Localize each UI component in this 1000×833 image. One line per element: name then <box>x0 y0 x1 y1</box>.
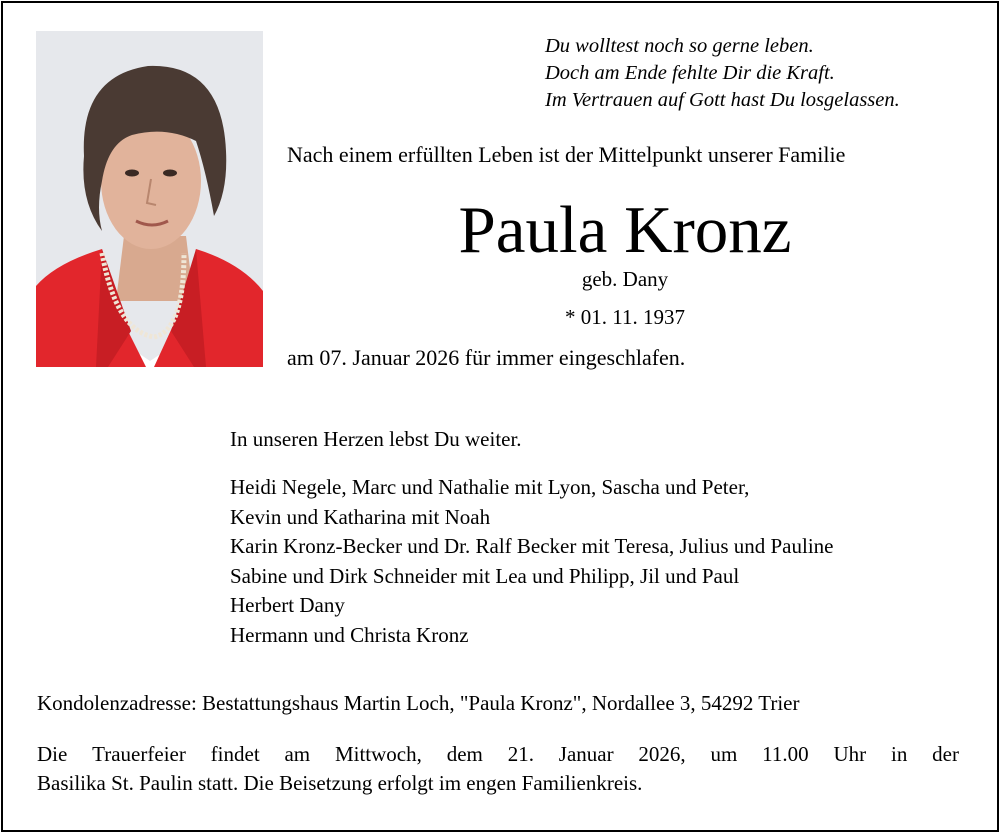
service-word: Mittwoch, <box>334 742 422 766</box>
service-word: 21. <box>507 742 534 766</box>
maiden-name: geb. Dany <box>581 267 669 291</box>
service-word: Die <box>37 742 68 766</box>
service-word: Trauerfeier <box>92 742 186 766</box>
service-word: 2026, <box>638 742 686 766</box>
service-word: um <box>710 742 738 766</box>
service-word: findet <box>210 742 260 766</box>
verse-line: Im Vertrauen auf Gott hast Du losgelassen. <box>545 89 900 111</box>
intro-text: Nach einem erfüllten Leben ist der Mittelpunkt unserer Familie <box>287 142 846 167</box>
mourner-line: Kevin und Katharina mit Noah <box>230 504 491 529</box>
service-word: in <box>890 742 908 766</box>
service-word: 11.00 <box>762 742 809 766</box>
service-word: Uhr <box>833 742 867 766</box>
service-word: dem <box>446 742 483 766</box>
death-statement: am 07. Januar 2026 für immer eingeschlafen. <box>287 345 686 370</box>
birth-date: * 01. 11. 1937 <box>565 305 685 329</box>
portrait-photo <box>36 31 263 367</box>
mourner-line: Sabine und Dirk Schneider mit Lea und Philipp, Jil und Paul <box>230 563 740 588</box>
service-notice <box>37 740 959 798</box>
mourners-list <box>230 473 833 650</box>
mourner-line: Heidi Negele, Marc und Nathalie mit Lyon, Sascha und Peter, <box>230 475 750 499</box>
memorial-motto: In unseren Herzen lebst Du weiter. <box>230 427 522 451</box>
condolence-address: Kondolenzadresse: Bestattungshaus Martin Loch, "Paula Kronz", Nordallee 3, 54292 Trier <box>37 691 800 715</box>
deceased-name: Paula Kronz <box>458 193 792 267</box>
verse-line: Doch am Ende fehlte Dir die Kraft. <box>545 62 835 84</box>
mourner-line: Herbert Dany <box>230 593 345 617</box>
mourner-line: Karin Kronz-Becker und Dr. Ralf Becker mit Teresa, Julius und Pauline <box>230 534 834 558</box>
mourner-line: Hermann und Christa Kronz <box>230 622 469 647</box>
service-word: am <box>284 742 311 766</box>
memorial-verse <box>545 33 900 114</box>
service-word: Januar <box>558 742 614 766</box>
service-word: der <box>932 742 959 766</box>
service-line: Basilika St. Paulin statt. Die Beisetzung erfolgt im engen Familienkreis. <box>37 771 643 795</box>
verse-line: Du wolltest noch so gerne leben. <box>545 35 814 57</box>
service-line <box>37 740 959 769</box>
